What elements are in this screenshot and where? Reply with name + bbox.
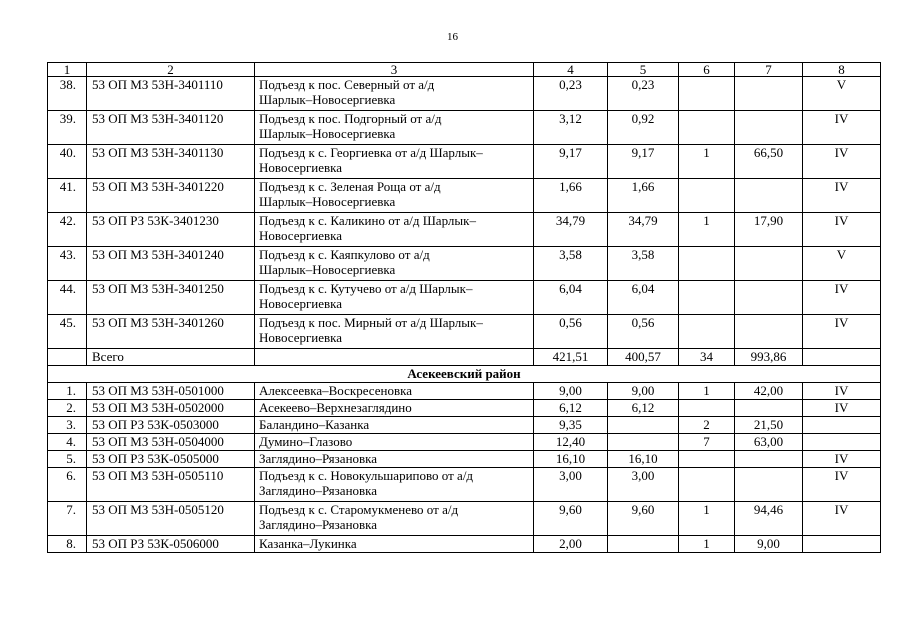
col6-value: 7: [679, 434, 735, 451]
table-row: [48, 417, 881, 434]
road-name-line: Шарлык–Новосергиевка: [259, 262, 396, 277]
road-id: 53 ОП МЗ 53Н-3401220: [87, 179, 255, 213]
col4-value: 9,00: [534, 383, 608, 400]
road-name-line: Подъезд к с. Зеленая Роща от а/д: [259, 179, 441, 194]
col8-value: IV: [803, 179, 881, 213]
road-name: [255, 213, 534, 247]
road-id: 53 ОП МЗ 53Н-0501000: [87, 383, 255, 400]
col5-value: [608, 417, 679, 434]
col4-value: 6,12: [534, 400, 608, 417]
row-number: 2.: [48, 400, 87, 417]
road-name-line: Заглядино–Рязановка: [259, 451, 378, 466]
road-id: 53 ОП МЗ 53Н-3401260: [87, 315, 255, 349]
column-header: 1: [48, 63, 87, 77]
road-name-line: Шарлык–Новосергиевка: [259, 194, 396, 209]
table-row: [48, 145, 881, 179]
table-row: [48, 468, 881, 502]
row-number: 45.: [48, 315, 87, 349]
col6-value: 1: [679, 145, 735, 179]
col5-value: 3,00: [608, 468, 679, 502]
road-name-line: Новосергиевка: [259, 330, 343, 345]
road-name: [255, 315, 534, 349]
road-name-line: Новосергиевка: [259, 228, 343, 243]
col7-value: [735, 77, 803, 111]
col4-value: 3,12: [534, 111, 608, 145]
road-name: [255, 502, 534, 536]
road-name: [255, 111, 534, 145]
col4-value: 6,04: [534, 281, 608, 315]
road-name-line: Шарлык–Новосергиевка: [259, 126, 396, 141]
col5-value: 16,10: [608, 451, 679, 468]
col7-value: [735, 179, 803, 213]
table-row: [48, 502, 881, 536]
col4-value: 2,00: [534, 536, 608, 553]
road-name: [255, 400, 534, 417]
col7-value: 17,90: [735, 213, 803, 247]
col7-value: 42,00: [735, 383, 803, 400]
road-name-line: Думино–Глазово: [259, 434, 353, 449]
road-name: [255, 77, 534, 111]
col4-value: 3,00: [534, 468, 608, 502]
road-name-line: Заглядино–Рязановка: [259, 517, 378, 532]
col5-value: 0,92: [608, 111, 679, 145]
road-name-line: Асекеево–Верхнезаглядино: [259, 400, 412, 415]
col6-value: 1: [679, 383, 735, 400]
col7-value: 9,00: [735, 536, 803, 553]
road-name-line: Новосергиевка: [259, 160, 343, 175]
col6-value: 1: [679, 213, 735, 247]
page-number: 16: [447, 31, 458, 43]
table-row: [48, 383, 881, 400]
road-name-line: Подъезд к с. Новокульшарипово от а/д: [259, 468, 474, 483]
col7-value: [735, 400, 803, 417]
column-header: 2: [87, 63, 255, 77]
row-number: 40.: [48, 145, 87, 179]
row-number: 42.: [48, 213, 87, 247]
col6-value: 1: [679, 536, 735, 553]
col7-value: [735, 451, 803, 468]
row-number: 41.: [48, 179, 87, 213]
column-number-row: [48, 63, 881, 77]
road-name: [255, 451, 534, 468]
road-id: 53 ОП МЗ 53Н-3401130: [87, 145, 255, 179]
total-col4: 421,51: [534, 349, 608, 366]
road-name-line: Подъезд к пос. Мирный от а/д Шарлык–: [259, 315, 483, 330]
col8-value: IV: [803, 213, 881, 247]
total-col8: [803, 349, 881, 366]
road-name-line: Баландино–Казанка: [259, 417, 370, 432]
col5-value: 9,00: [608, 383, 679, 400]
total-col6: 34: [679, 349, 735, 366]
column-header: 8: [803, 63, 881, 77]
col5-value: 6,04: [608, 281, 679, 315]
row-number: 7.: [48, 502, 87, 536]
col7-value: [735, 281, 803, 315]
col8-value: IV: [803, 502, 881, 536]
column-header: 3: [255, 63, 534, 77]
road-name: [255, 536, 534, 553]
col8-value: IV: [803, 315, 881, 349]
road-id: 53 ОП МЗ 53Н-3401110: [87, 77, 255, 111]
table-row: [48, 281, 881, 315]
col7-value: [735, 247, 803, 281]
col8-value: IV: [803, 281, 881, 315]
col5-value: 0,23: [608, 77, 679, 111]
col8-value: [803, 417, 881, 434]
road-name-line: Казанка–Лукинка: [259, 536, 357, 551]
total-empty-cell: [255, 349, 534, 366]
col6-value: [679, 247, 735, 281]
table-row: [48, 400, 881, 417]
table-row: [48, 536, 881, 553]
col8-value: IV: [803, 468, 881, 502]
col4-value: 16,10: [534, 451, 608, 468]
col4-value: 0,23: [534, 77, 608, 111]
row-number: 4.: [48, 434, 87, 451]
col6-value: 2: [679, 417, 735, 434]
road-name: [255, 281, 534, 315]
row-number: 6.: [48, 468, 87, 502]
roads-table: [47, 62, 881, 553]
col8-value: [803, 536, 881, 553]
col5-value: 1,66: [608, 179, 679, 213]
total-col5: 400,57: [608, 349, 679, 366]
row-number: 43.: [48, 247, 87, 281]
row-number: 8.: [48, 536, 87, 553]
row-number: 38.: [48, 77, 87, 111]
column-header: 6: [679, 63, 735, 77]
col5-value: 0,56: [608, 315, 679, 349]
total-row: [48, 349, 881, 366]
road-name: [255, 179, 534, 213]
col5-value: 3,58: [608, 247, 679, 281]
col5-value: 6,12: [608, 400, 679, 417]
col7-value: [735, 111, 803, 145]
road-id: 53 ОП МЗ 53Н-3401120: [87, 111, 255, 145]
col6-value: [679, 281, 735, 315]
col6-value: [679, 77, 735, 111]
col6-value: [679, 451, 735, 468]
road-id: 53 ОП МЗ 53Н-0504000: [87, 434, 255, 451]
col6-value: [679, 468, 735, 502]
row-number: 1.: [48, 383, 87, 400]
col6-value: [679, 111, 735, 145]
district-title: Асекеевский район: [48, 366, 881, 383]
col8-value: IV: [803, 383, 881, 400]
road-name: [255, 247, 534, 281]
col8-value: V: [803, 77, 881, 111]
row-number: 5.: [48, 451, 87, 468]
col4-value: 34,79: [534, 213, 608, 247]
col4-value: 9,35: [534, 417, 608, 434]
road-name-line: Подъезд к с. Каяпкулово от а/д: [259, 247, 430, 262]
road-id: 53 ОП РЗ 53К-0505000: [87, 451, 255, 468]
col7-value: [735, 315, 803, 349]
col7-value: 63,00: [735, 434, 803, 451]
col8-value: IV: [803, 451, 881, 468]
col4-value: 9,60: [534, 502, 608, 536]
col7-value: 94,46: [735, 502, 803, 536]
row-number: 39.: [48, 111, 87, 145]
table-row: [48, 179, 881, 213]
table-row: [48, 451, 881, 468]
table-row: [48, 315, 881, 349]
total-empty-cell: [48, 349, 87, 366]
road-name: [255, 468, 534, 502]
col5-value: [608, 434, 679, 451]
total-col7: 993,86: [735, 349, 803, 366]
table-row: [48, 247, 881, 281]
road-name-line: Заглядино–Рязановка: [259, 483, 378, 498]
col4-value: 1,66: [534, 179, 608, 213]
road-name: [255, 383, 534, 400]
col4-value: 12,40: [534, 434, 608, 451]
col6-value: 1: [679, 502, 735, 536]
total-label: Всего: [87, 349, 255, 366]
col6-value: [679, 315, 735, 349]
col5-value: 9,17: [608, 145, 679, 179]
col8-value: [803, 434, 881, 451]
table-row: [48, 213, 881, 247]
road-name: [255, 417, 534, 434]
road-id: 53 ОП МЗ 53Н-0505110: [87, 468, 255, 502]
col5-value: [608, 536, 679, 553]
row-number: 3.: [48, 417, 87, 434]
district-row: [48, 366, 881, 383]
road-name-line: Подъезд к с. Кутучево от а/д Шарлык–: [259, 281, 473, 296]
col6-value: [679, 400, 735, 417]
road-name-line: Алексеевка–Воскресеновка: [259, 383, 412, 398]
road-name-line: Подъезд к с. Старомукменево от а/д: [259, 502, 459, 517]
road-id: 53 ОП МЗ 53Н-3401240: [87, 247, 255, 281]
road-name: [255, 145, 534, 179]
road-name-line: Подъезд к с. Каликино от а/д Шарлык–: [259, 213, 476, 228]
col8-value: IV: [803, 400, 881, 417]
road-name: [255, 434, 534, 451]
col7-value: 66,50: [735, 145, 803, 179]
road-id: 53 ОП МЗ 53Н-0502000: [87, 400, 255, 417]
road-name-line: Подъезд к пос. Подгорный от а/д: [259, 111, 442, 126]
road-id: 53 ОП МЗ 53Н-0505120: [87, 502, 255, 536]
column-header: 4: [534, 63, 608, 77]
road-id: 53 ОП РЗ 53К-0503000: [87, 417, 255, 434]
row-number: 44.: [48, 281, 87, 315]
road-id: 53 ОП РЗ 53К-3401230: [87, 213, 255, 247]
table-row: [48, 77, 881, 111]
col5-value: 9,60: [608, 502, 679, 536]
col7-value: 21,50: [735, 417, 803, 434]
col7-value: [735, 468, 803, 502]
road-id: 53 ОП РЗ 53К-0506000: [87, 536, 255, 553]
road-id: 53 ОП МЗ 53Н-3401250: [87, 281, 255, 315]
col8-value: IV: [803, 111, 881, 145]
table-row: [48, 111, 881, 145]
col5-value: 34,79: [608, 213, 679, 247]
col4-value: 0,56: [534, 315, 608, 349]
table-row: [48, 434, 881, 451]
column-header: 7: [735, 63, 803, 77]
table-body: [48, 63, 881, 553]
road-name-line: Шарлык–Новосергиевка: [259, 92, 396, 107]
col8-value: V: [803, 247, 881, 281]
col6-value: [679, 179, 735, 213]
road-name-line: Новосергиевка: [259, 296, 343, 311]
col4-value: 9,17: [534, 145, 608, 179]
column-header: 5: [608, 63, 679, 77]
col4-value: 3,58: [534, 247, 608, 281]
col8-value: IV: [803, 145, 881, 179]
road-name-line: Подъезд к с. Георгиевка от а/д Шарлык–: [259, 145, 483, 160]
road-name-line: Подъезд к пос. Северный от а/д: [259, 77, 435, 92]
